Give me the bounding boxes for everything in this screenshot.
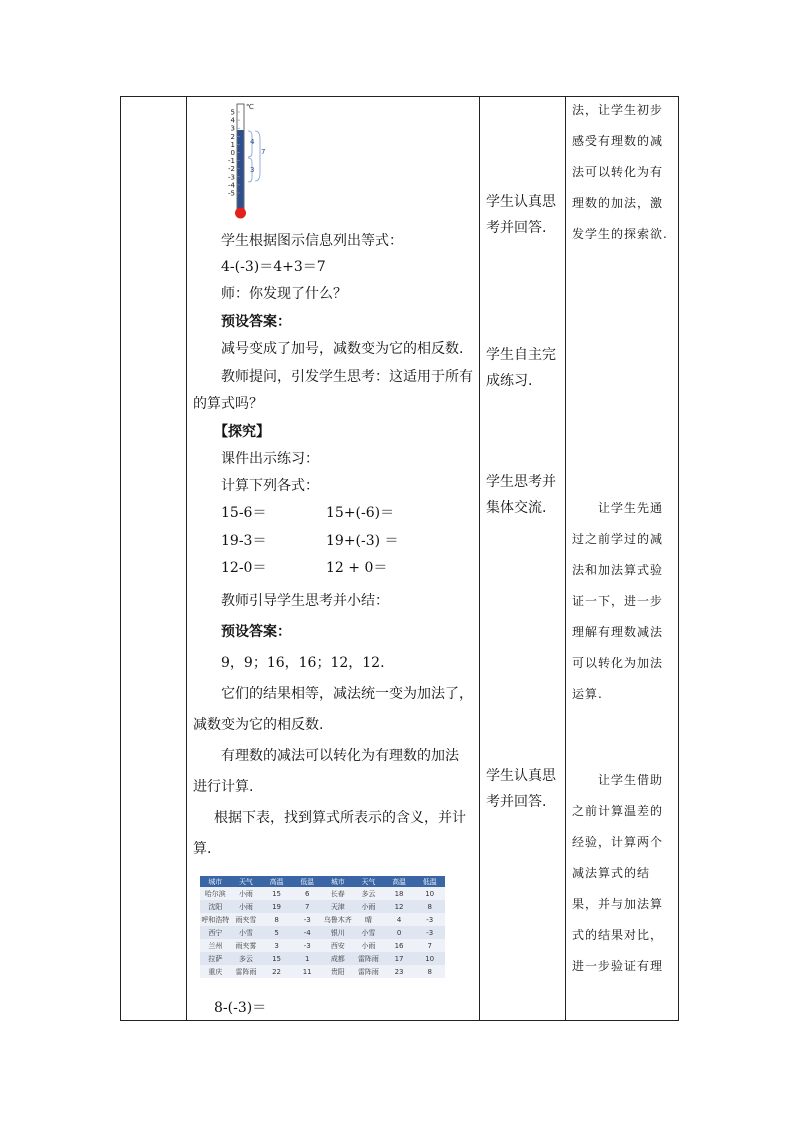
final-expression: 8-(-3)＝	[214, 1000, 267, 1016]
thermometer-tick-label: 1	[230, 140, 235, 149]
weather-cell: 16	[384, 939, 415, 952]
design-intent-line: 法可以转化为有	[572, 165, 664, 179]
weather-header-cell: 低温	[292, 876, 323, 887]
weather-cell: 23	[384, 965, 415, 978]
weather-cell: 小雪	[353, 926, 384, 939]
main-line-9: 课件出示练习：	[221, 451, 319, 467]
design-intent-line: 式的结果对比，	[572, 928, 664, 942]
weather-cell: 0	[384, 926, 415, 939]
weather-cell: 7	[292, 900, 323, 913]
weather-cell: 西宁	[200, 926, 231, 939]
table-row	[200, 965, 445, 978]
weather-cell: 7	[414, 939, 445, 952]
weather-cell: 雨夹雾	[231, 939, 262, 952]
temperature-unit: ℃	[246, 103, 254, 111]
student-activity-1a: 学生认真思	[486, 194, 556, 210]
table-row	[200, 887, 445, 900]
weather-cell: 沈阳	[200, 900, 231, 913]
weather-table-header	[200, 876, 445, 887]
weather-cell: 8	[261, 913, 292, 926]
weather-cell: 8	[414, 900, 445, 913]
main-line-18: 根据下表，找到算式所表示的含义，并计	[214, 810, 466, 826]
explore-heading: 【探究】	[214, 424, 270, 440]
weather-cell: 1	[292, 952, 323, 965]
main-line-16: 有理数的减法可以转化为有理数的加法	[221, 748, 459, 764]
student-activity-2a: 学生自主完	[486, 347, 556, 363]
design-intent-line: 让学生先通	[598, 501, 664, 515]
column-divider-2	[479, 96, 480, 1021]
thermometer-tick-label: -1	[228, 157, 235, 166]
weather-header-cell: 天气	[353, 876, 384, 887]
upper-diff-label: 4	[250, 138, 255, 146]
weather-header-cell: 高温	[384, 876, 415, 887]
answer-values: 9，9；16，16；12，12.	[221, 655, 385, 671]
exercise-2b: 19+(-3) ＝	[326, 533, 399, 549]
student-activity-3a: 学生思考并	[486, 474, 556, 490]
thermometer-tick-label: 2	[230, 132, 235, 141]
column-divider-3	[565, 96, 566, 1021]
weather-cell: 11	[292, 965, 323, 978]
weather-cell: 小雨	[353, 939, 384, 952]
weather-cell: 10	[414, 887, 445, 900]
design-intent-line: 让学生借助	[598, 773, 664, 787]
main-line-10: 计算下列各式：	[221, 478, 319, 494]
weather-cell: 4	[384, 913, 415, 926]
main-line-17: 进行计算.	[193, 779, 254, 795]
weather-cell: 10	[414, 952, 445, 965]
weather-table-body	[200, 887, 445, 978]
design-intent-line: 过之前学过的减	[572, 532, 664, 546]
weather-cell: 小雨	[353, 900, 384, 913]
weather-cell: -3	[292, 913, 323, 926]
thermometer-tick-label: -4	[228, 181, 235, 190]
weather-cell: 17	[384, 952, 415, 965]
weather-cell: 哈尔滨	[200, 887, 231, 900]
thermometer-bulb	[235, 208, 246, 219]
exercise-3b: 12 + 0＝	[326, 560, 388, 576]
weather-cell: 小雨	[231, 887, 262, 900]
weather-header-cell: 高温	[261, 876, 292, 887]
total-brace	[255, 131, 260, 181]
exercise-2a: 19-3＝	[221, 533, 267, 549]
design-intent-line: 减法算式的结	[572, 866, 651, 880]
weather-cell: -3	[414, 926, 445, 939]
weather-cell: 贵阳	[323, 965, 354, 978]
main-line-19: 算.	[193, 841, 212, 857]
design-intent-line: 经验，计算两个	[572, 835, 664, 849]
thermometer-tick-label: -2	[228, 165, 235, 174]
design-intent-line: 进一步验证有理	[572, 959, 664, 973]
weather-cell: 12	[384, 900, 415, 913]
weather-cell: 19	[261, 900, 292, 913]
thermometer-liquid	[238, 130, 244, 210]
thermometer-tick-label: -3	[228, 173, 235, 182]
weather-cell: 15	[261, 952, 292, 965]
weather-cell: 晴	[353, 913, 384, 926]
exercise-3a: 12-0＝	[221, 560, 267, 576]
weather-table	[200, 876, 445, 978]
design-intent-line: 果，并与加法算	[572, 897, 664, 911]
design-intent-line: 理解有理数减法	[572, 625, 664, 639]
weather-cell: 6	[292, 887, 323, 900]
weather-cell: 长春	[323, 887, 354, 900]
weather-cell: 兰州	[200, 939, 231, 952]
main-line-7: 的算式吗？	[193, 396, 263, 412]
weather-cell: 西安	[323, 939, 354, 952]
table-row	[200, 900, 445, 913]
student-activity-4a: 学生认真思	[486, 768, 556, 784]
thermometer-tick-label: 3	[230, 124, 235, 133]
thermometer-tick-label: 0	[230, 149, 235, 157]
weather-header-cell: 低温	[414, 876, 445, 887]
lower-diff-label: 3	[250, 166, 255, 174]
weather-cell: 成都	[323, 952, 354, 965]
main-line-14: 它们的结果相等，减法统一变为加法了，	[221, 686, 473, 702]
total-diff-label: 7	[261, 148, 266, 156]
weather-cell: 雷阵雨	[231, 965, 262, 978]
exercise-1b: 15+(-6)＝	[326, 505, 395, 521]
weather-cell: 乌鲁木齐	[323, 913, 354, 926]
student-activity-1b: 考并回答.	[486, 220, 547, 236]
weather-cell: 小雪	[231, 926, 262, 939]
student-activity-3b: 集体交流.	[486, 500, 547, 516]
weather-cell: 22	[261, 965, 292, 978]
design-intent-line: 之前计算温差的	[572, 804, 664, 818]
column-divider-1	[186, 96, 187, 1021]
weather-cell: 多云	[353, 887, 384, 900]
weather-cell: 多云	[231, 952, 262, 965]
weather-cell: 呼和浩特	[200, 913, 231, 926]
weather-cell: 小雨	[231, 900, 262, 913]
preset-answer-label-1: 预设答案：	[221, 314, 291, 330]
design-intent-line: 法，让学生初步	[572, 103, 664, 117]
thermometer-figure	[222, 100, 272, 222]
preset-answer-label-2: 预设答案：	[221, 624, 291, 640]
design-intent-line: 感受有理数的减	[572, 134, 664, 148]
weather-cell: 5	[261, 926, 292, 939]
weather-cell: 18	[384, 887, 415, 900]
student-activity-4b: 考并回答.	[486, 794, 547, 810]
weather-cell: 雨夹雪	[231, 913, 262, 926]
weather-cell: -3	[414, 913, 445, 926]
design-intent-line: 证一下，进一步	[572, 594, 664, 608]
design-intent-line: 发学生的探索欲.	[572, 227, 668, 241]
main-line-5: 减号变成了加号，减数变为它的相反数.	[221, 341, 464, 357]
design-intent-line: 法和加法算式验	[572, 563, 664, 577]
weather-cell: 3	[261, 939, 292, 952]
main-line-3: 师：你发现了什么？	[221, 286, 347, 302]
weather-cell: 银川	[323, 926, 354, 939]
weather-cell: -4	[292, 926, 323, 939]
thermometer-tick-label: -5	[228, 189, 235, 198]
weather-cell: 15	[261, 887, 292, 900]
weather-header-cell: 天气	[231, 876, 262, 887]
table-row	[200, 926, 445, 939]
main-line-6: 教师提问，引发学生思考：这适用于所有	[221, 369, 473, 385]
design-intent-line: 运算.	[572, 687, 603, 701]
weather-header-cell: 城市	[323, 876, 354, 887]
main-line-15: 减数变为它的相反数.	[193, 717, 324, 733]
main-equation: 4-(-3)＝4+3＝7	[221, 259, 326, 275]
weather-cell: 雷阵雨	[353, 952, 384, 965]
weather-cell: 重庆	[200, 965, 231, 978]
table-row	[200, 913, 445, 926]
weather-cell: 8	[414, 965, 445, 978]
thermometer-tick-label: 5	[230, 108, 235, 117]
design-intent-line: 可以转化为加法	[572, 656, 664, 670]
weather-cell: -3	[292, 939, 323, 952]
weather-cell: 天津	[323, 900, 354, 913]
design-intent-line: 理数的加法，激	[572, 196, 664, 210]
exercise-1a: 15-6＝	[221, 505, 267, 521]
table-row	[200, 952, 445, 965]
weather-cell: 拉萨	[200, 952, 231, 965]
weather-header-cell: 城市	[200, 876, 231, 887]
main-line-11: 教师引导学生思考并小结：	[221, 593, 389, 609]
student-activity-2b: 成练习.	[486, 373, 533, 389]
weather-cell: 雷阵雨	[353, 965, 384, 978]
main-line-1: 学生根据图示信息列出等式：	[221, 233, 403, 249]
thermometer-tick-label: 4	[230, 116, 235, 125]
table-row	[200, 939, 445, 952]
